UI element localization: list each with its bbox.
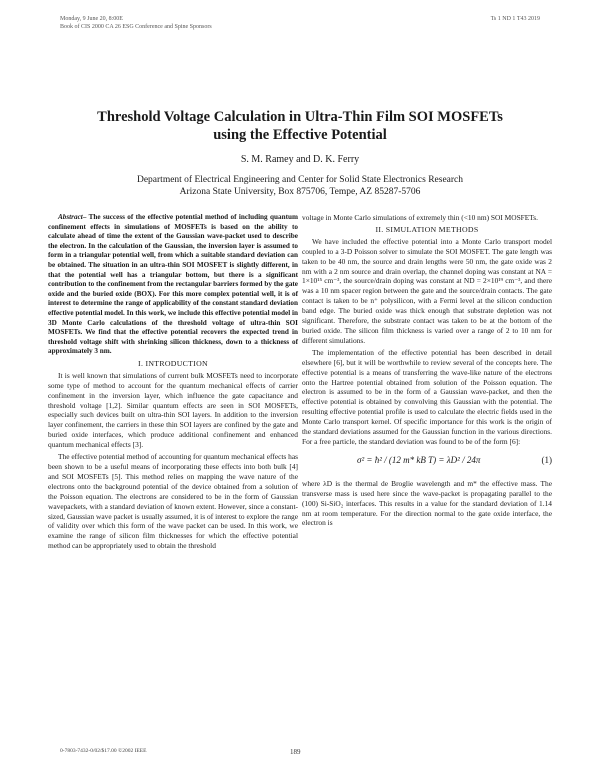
continued-paragraph: voltage in Monte Carlo simulations of extremely thin (<10 nm) SOI MOSFETs.: [302, 213, 539, 222]
header-line-1: Monday, 9 June 20, 8:00E: [60, 16, 123, 22]
authors: S. M. Ramey and D. K. Ferry: [240, 154, 360, 165]
section-heading-introduction: I. INTRODUCTION: [138, 358, 208, 368]
title-line-1: Threshold Voltage Calculation in Ultra-Thin Film SOI MOSFETs: [97, 109, 503, 125]
copyright-footer: 0-7803-7432-0/02/$17.00 ©2002 IEEE: [60, 748, 147, 754]
abstract: [48, 213, 298, 357]
intro-paragraph-2: The effective potential method of accounting for quantum mechanical effects has been shown to be a useful means of incorporating these effects into both bulk [4] and SOI MOSFETs [5]. This method relies on mapping the wave nature of the electrons onto the background potential of the device obtained from a solution of the Poisson equation. The electrons are considered to be in the form of Gaussian wavepackets, with a standard deviation of known extent. However, since a constant-sized, Gaussian wave packet is usually assumed, it is of interest to explore the range of validity over which this form of the wave packet can be used. In this work, we examine the range of silicon film thicknesses for which the effective potential method can be appropriately used to obtain the threshold: [48, 452, 298, 551]
paper-title: [40, 108, 560, 144]
right-column: [302, 213, 552, 530]
methods-paragraph-3: where λD is the thermal de Broglie wavelength and m* the effective mass. The transverse mass is used here since the wave-packet is propagating parallel to the (100) Si-SiO₂ interfaces. This results in a value for the standard deviation of 1.14 nm at room temperature. For the direction normal to the gate oxide interface, the electron is: [302, 478, 552, 528]
abstract-label: Abstract: [58, 213, 83, 221]
equation-body: σ² = ħ² / (12 m* kB T) = λD² / 24π: [357, 454, 481, 465]
affiliation-line-1: Department of Electrical Engineering and Center for Solid State Electronics Research: [136, 175, 464, 185]
equation-1: [302, 450, 552, 476]
methods-paragraph-1: We have included the effective potential into a Monte Carlo transport model coupled to a 3-D Poisson solver to simulate the SOI MOSFET. The gate length was taken to be 40 nm, the source and drain lengths were 50 nm, the gate oxide was 2 nm with a 2 nm source and drain overlap, the channel doping was constant at NA = 1×10¹⁵ cm⁻³, the source/drain doping was constant at ND = 2×10¹⁹ cm⁻³, and there was a 10 nm spacer region between the gate and the source/drain contacts. The gate contact is taken to be n⁺ polysilicon, with a Fermi level at the silicon conduction band edge. The buried oxide was thick enough that substrate depletion was not significant. Therefore, the substrate contact was taken to be at the bottom of the buried oxide. The silicon film thickness is varied over a range of 2 to 10 nm for different simulations.: [302, 236, 552, 345]
header-line-2: Book of CIS 2000 CA 26 ESG Conference and Spine Sponsors: [60, 24, 212, 30]
header-right: Ts 1 ND 1 T43 2019: [490, 16, 540, 22]
intro-paragraph-1: It is well known that simulations of current bulk MOSFETs need to incorporate some type of method to account for the quantum mechanical effects of carrier confinement in the inversion layer, which influence the gate capacitance and threshold voltage [1,2]. Similar quantum effects are seen in SOI MOSFETs, especially such devices built on ultra-thin SOI layers. In addition to the inversion layer confinement, the carriers in these thin SOI layers are confined by the gate and buried oxide interfaces, which produce additional confinement and enhanced quantum mechanical effects [3].: [48, 370, 298, 450]
abstract-text: – The success of the effective potential method of including quantum confinement effects in simulations of MOSFETs is based on the ability to calculate ahead of time the extent of the Gaussian wave-packet used to describe the electron. In the calculation of the Gaussian, the inversion layer is assumed to form in a triangular potential well, from which a suitable standard deviation can be obtained. The situation in an ultra-thin SOI MOSFET is slightly different, in that the potential well has a triangular bottom, but there is a significant contribution to the confinement from the rectangular barriers formed by the gate oxide and the buried oxide (BOX). For this more complex potential well, it is of interest to determine the range of applicability of the constant standard deviation effective potential model. In this work, we include this effective potential model in 3D Monte Carlo calculations of the threshold voltage of ultra-thin SOI MOSFETs. We find that the effective potential recovers the expected trend in threshold voltage shift with shrinking silicon thickness, down to a thickness of approximately 3 nm.: [48, 213, 298, 356]
equation-number: (1): [541, 454, 552, 465]
methods-paragraph-2: The implementation of the effective potential has been described in detail elsewhere [6], but it will be worthwhile to review several of the concepts here. The effective potential is a means of transferring the wave-like nature of the electrons onto the Hartree potential obtained from solution of the Poisson equation. The electron is assumed to be in the form of a Gaussian wave-packet, and then the effective potential is obtained by convolving this Gaussian with the potential. The resulting effective potential profile is used to calculate the electric fields used in the Monte Carlo transport kernel. Of specific importance for this work is the origin of the standard deviations assumed for the Gaussian function in the various directions. For a free particle, the standard deviation was found to be of the form [6]:: [302, 347, 552, 446]
page-number: 189: [290, 748, 301, 756]
running-header: [60, 15, 540, 31]
section-heading-methods: II. SIMULATION METHODS: [375, 224, 479, 234]
title-line-2: using the Effective Potential: [213, 127, 387, 143]
affiliation: [40, 174, 560, 198]
left-column: [48, 213, 298, 553]
affiliation-line-2: Arizona State University, Box 875706, Tempe, AZ 85287-5706: [179, 187, 421, 197]
